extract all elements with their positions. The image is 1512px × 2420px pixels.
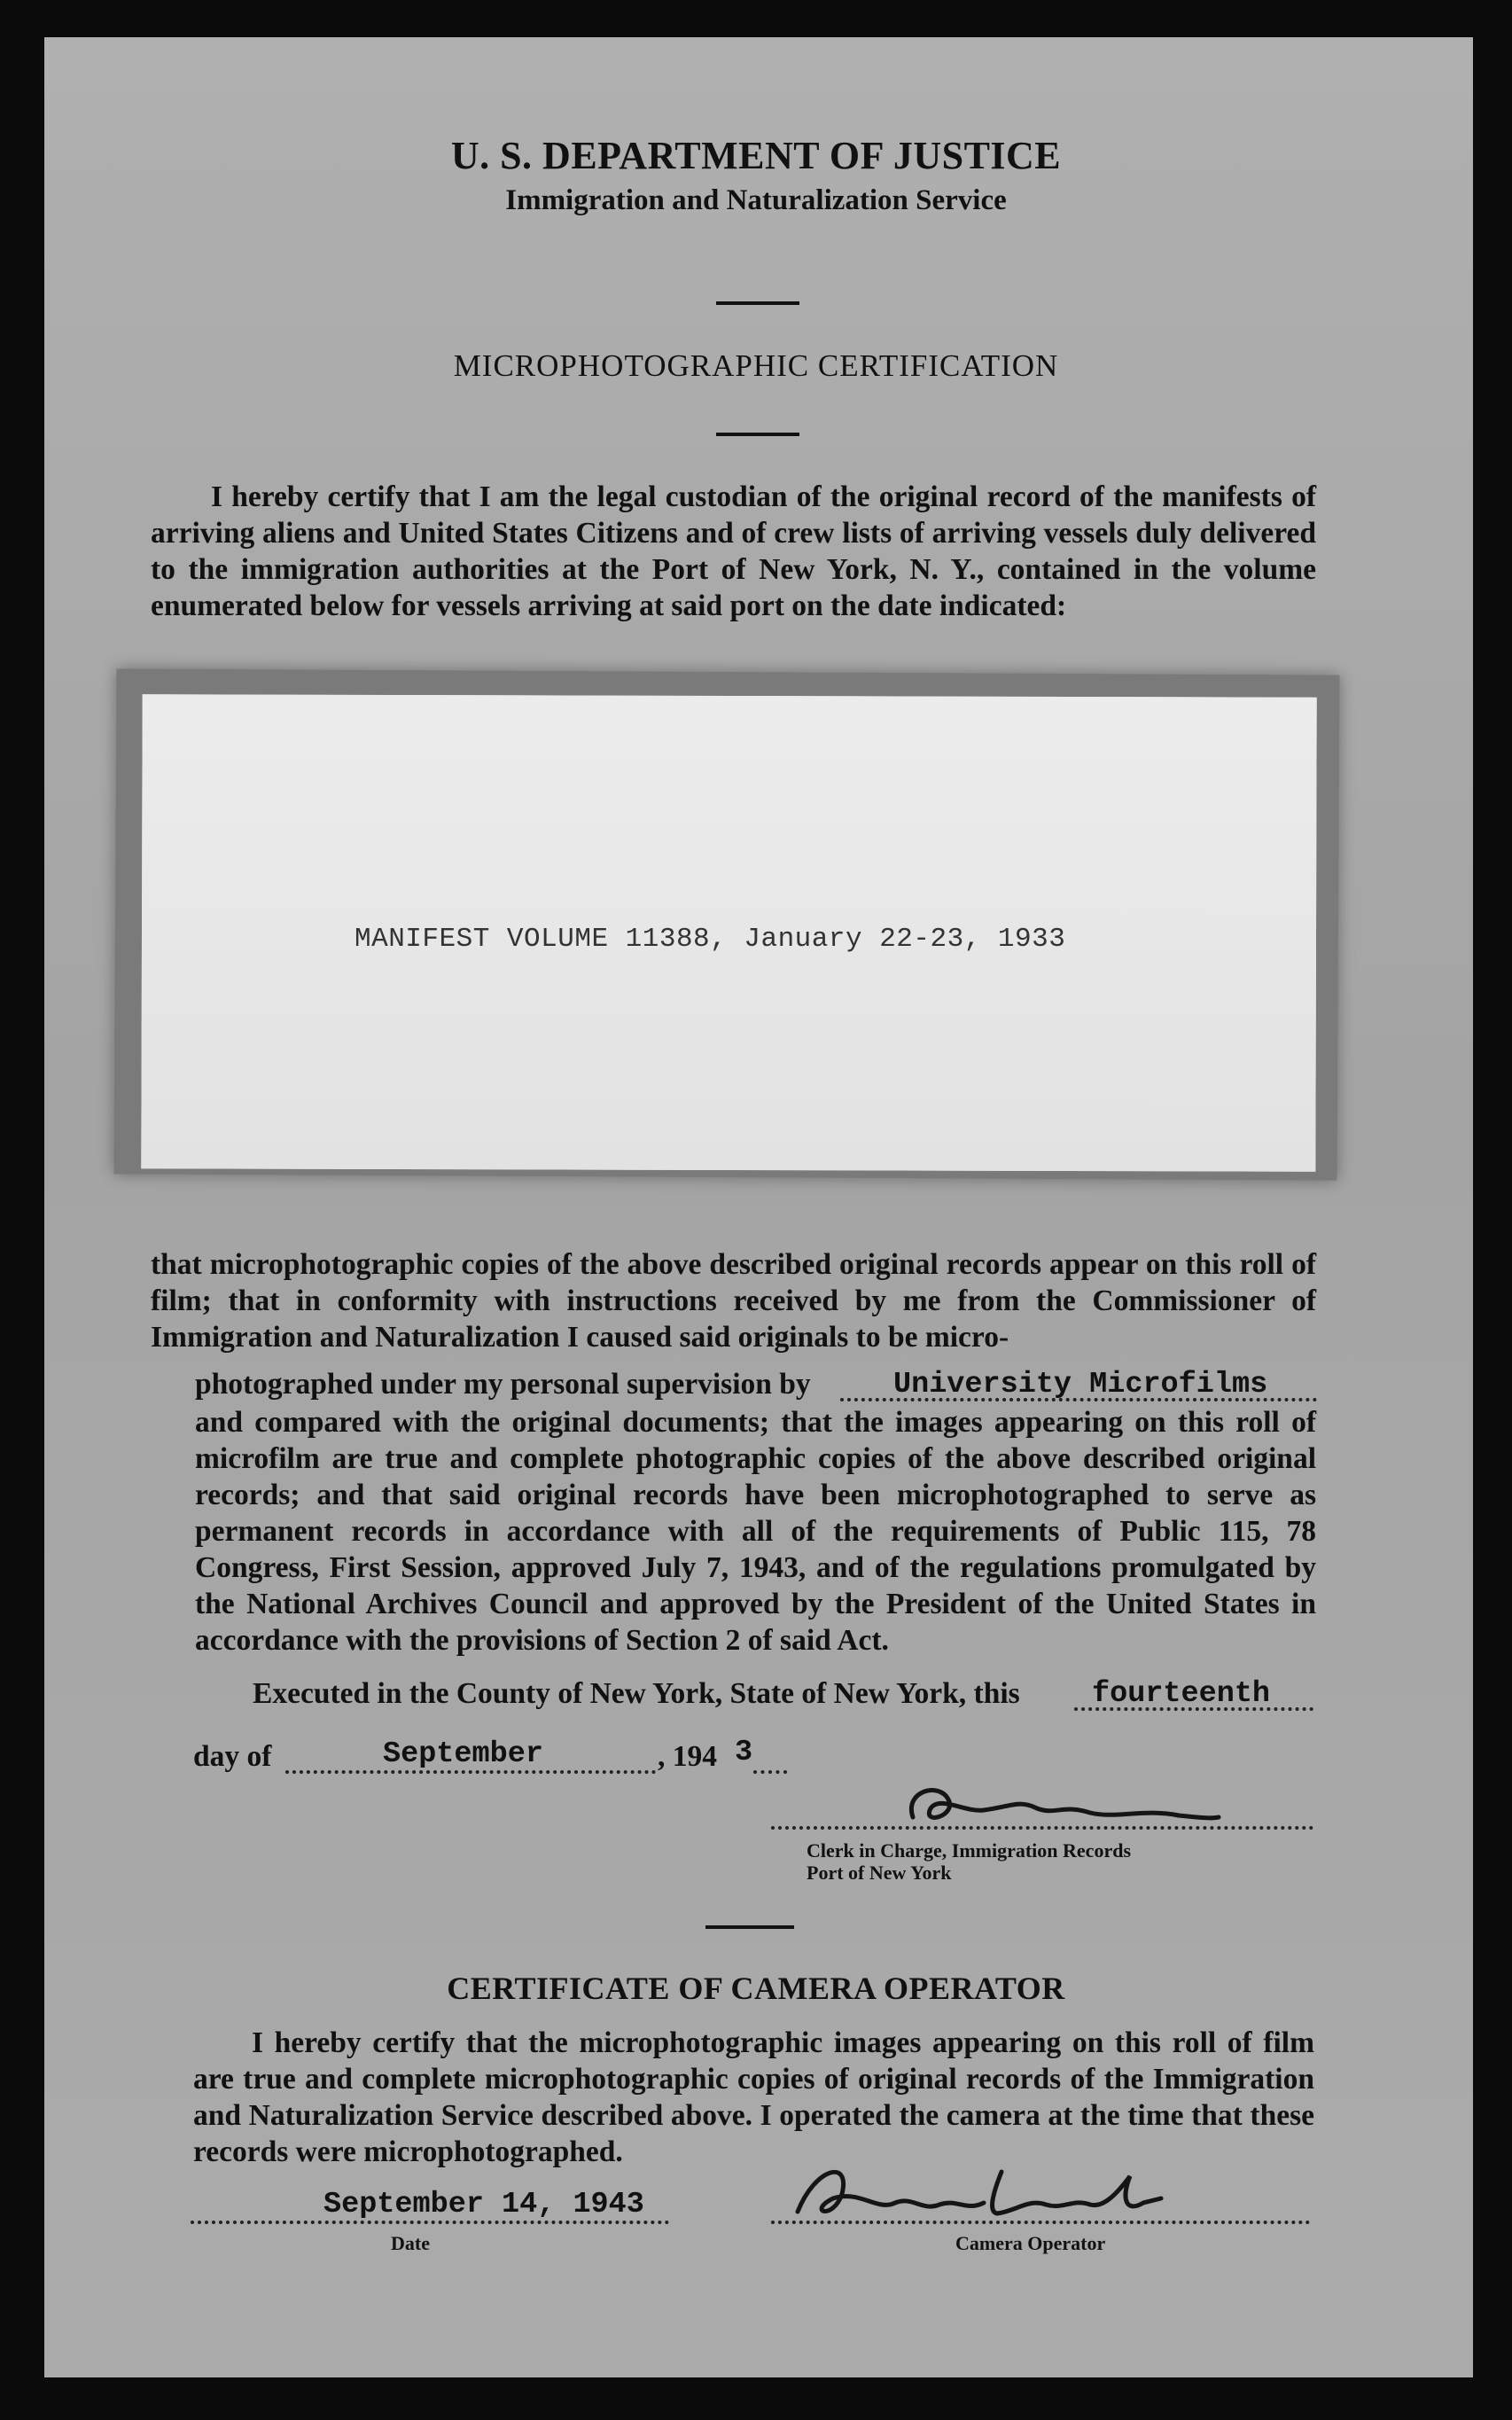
body-paragraph-b: and compared with the original documents; that the images appearing on this roll of microfilm are true and complete photographic copies of the above described original records; and that said original records have been microphotographed to serve as permanent records in accordance with all of the requirements of Public 115, 78 Congress, First Session, approved July 7, 1943, and of the regulations promulgated by the National Archives Council and approved by the President of the United States in accordance with the provisions of Section 2 of said Act. <box>195 1406 1316 1657</box>
service-subheading: Immigration and Naturalization Service <box>505 184 1007 216</box>
executed-prefix: Executed in the County of New York, State of New York, this <box>253 1677 1020 1710</box>
divider <box>716 433 799 436</box>
divider <box>705 1925 794 1929</box>
volume-label: MANIFEST VOLUME 11388, January 22-23, 1933 <box>355 924 1066 955</box>
clerk-title-line1: Clerk in Charge, Immigration Records <box>807 1839 1132 1862</box>
year-dotted-line <box>753 1770 787 1774</box>
photographed-by-value: University Microfilms <box>893 1368 1268 1401</box>
clerk-signature-dotted-line <box>771 1826 1313 1830</box>
department-heading: U. S. DEPARTMENT OF JUSTICE <box>450 134 1062 177</box>
operator-signature <box>780 2150 1170 2229</box>
camera-operator-label: Camera Operator <box>955 2232 1106 2254</box>
photographed-by-prefix: photographed under my personal supervision by <box>195 1368 811 1401</box>
year-prefix: , 194 <box>658 1740 717 1773</box>
body-paragraph-a: that microphotographic copies of the above described original records appear on this roll of film; that in conformity with instructions received by me from the Commissioner of Immigration and Naturalization I caused said originals to be micro- <box>151 1248 1316 1354</box>
day-of-label: day of <box>193 1740 272 1773</box>
operator-signature-dotted-line <box>771 2221 1310 2224</box>
year-digit: 3 <box>735 1736 753 1769</box>
clerk-title-line2: Port of New York <box>807 1862 952 1884</box>
camera-operator-paragraph: I hereby certify that the microphotographic images appearing on this roll of film are true and complete microphotographic copies of original records of the Immigration and Naturalization Service described above. I operated the camera at the time that these records were microphotographed. <box>193 2026 1314 2168</box>
executed-day-value: fourteenth <box>1092 1677 1271 1711</box>
intro-paragraph: I hereby certify that I am the legal custodian of the original record of the manifests of arriving aliens and United States Citizens and of crew lists of arriving vessels duly delivered to the immigration authorities at the Port of New York, N. Y., contained in the volume enumerated below for vessels arriving at said port on the date indicated: <box>151 480 1316 622</box>
month-value: September <box>383 1737 543 1771</box>
camera-operator-title: CERTIFICATE OF CAMERA OPERATOR <box>447 1971 1065 2006</box>
operator-date-value: September 14, 1943 <box>323 2188 644 2221</box>
date-label: Date <box>391 2232 430 2254</box>
certification-title: MICROPHOTOGRAPHIC CERTIFICATION <box>453 348 1059 383</box>
divider <box>716 301 799 305</box>
clerk-signature <box>886 1764 1223 1844</box>
